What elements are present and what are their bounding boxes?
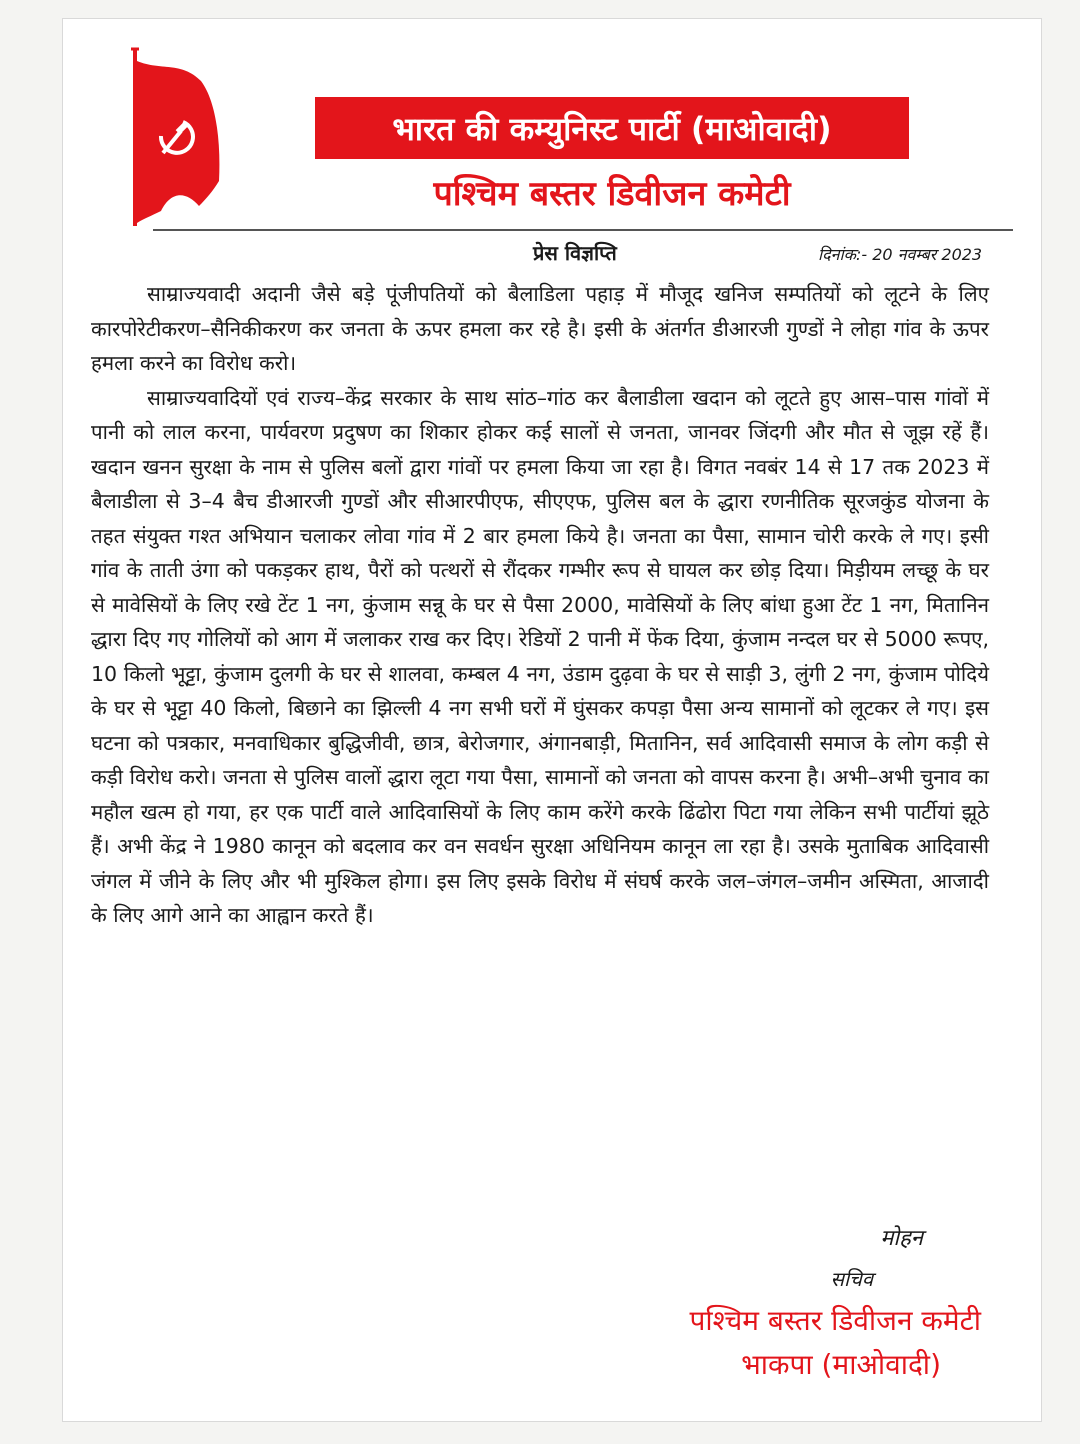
party-title-banner bbox=[315, 97, 909, 159]
signature-block bbox=[581, 1219, 981, 1387]
signatory-role: सचिव bbox=[830, 1267, 873, 1291]
document-body bbox=[91, 277, 989, 933]
press-release-document bbox=[62, 18, 1042, 1422]
red-flag-hammer-sickle-icon bbox=[121, 41, 231, 231]
signatory-committee: पश्चिम बस्तर डिवीजन कमेटी bbox=[689, 1304, 981, 1337]
party-title: भारत की कम्युनिस्ट पार्टी (माओवादी) bbox=[392, 109, 832, 148]
press-release-label: प्रेस विज्ञप्ति bbox=[533, 241, 617, 265]
paragraph-2: साम्राज्यवादियों एवं राज्य–केंद्र सरकार के साथ सांठ–गांठ कर बैलाडीला खदान को लूटते हुए आस–पास गांवों में पानी को लाल करना, पार्यवरण प्रदुषण का शिकार होकर कई सालों से जनता, जानवर जिंदगी और मौत से जूझ रहें हैं। खदान खनन सुरक्षा के नाम से पुलिस बलों द्वारा गांवों पर हमला किया जा रहा है। विगत नवबंर 14 से 17 तक 2023 में बैलाडीला से 3–4 बैच डीआरजी गुण्डों और सीआरपीएफ, सीएएफ, पुलिस बल के द्धारा रणनीतिक सूरजकुंड योजना के तहत संयुक्त गश्त अभियान चलाकर लोवा गांव में 2 बार हमला किये है। जनता का पैसा, सामान चोरी करके ले गए। इसी गांव के ताती उंगा को पकड़कर हाथ, पैरों को पत्थरों से रौंदकर गम्भीर रूप से घायल कर छोड़ दिया। मिड़ीयम लच्छू के घर से मावेसियों के लिए रखे टेंट 1 नग, कुंजाम सन्नू के घर से पैसा 2000, मावेसियों के लिए बांधा हुआ टेंट 1 नग, मितानिन द्धारा दिए गए गोलियों को आग में जलाकर राख कर दिए। रेडियों 2 पानी में फेंक दिया, कुंजाम नन्दल घर से 5000 रूपए, 10 किलो भूट्टा, कुंजाम दुलगी के घर से शालवा, कम्बल 4 नग, उंडाम दुढ़वा के घर से साड़ी 3, लुंगी 2 नग, कुंजाम पोदिये के घर से भूट्टा 40 किलो, बिछाने का झिल्ली 4 नग सभी घरों में घुंसकर कपड़ा पैसा अन्य सामानों को लूटकर ले गए। इस घटना को पत्रकार, मनवाधिकार बुद्धिजीवी, छात्र, बेरोजगार, अंगानबाड़ी, मितानिन, सर्व आदिवासी समाज के लोग कड़ी से कड़ी विरोध करो। जनता से पुलिस वालों द्धारा लूटा गया पैसा, सामानों को जनता को वापस करना है। अभी–अभी चुनाव का महौल खत्म हो गया, हर एक पार्टी वाले आदिवासियों के लिए काम करेंगे करके ढिंढोरा पिटा गया लेकिन सभी पार्टीयां झूठे हैं। अभी केंद्र ने 1980 कानून को बदलाव कर वन सवर्धन सुरक्षा अधिनियम कानून ला रहा है। उसके मुताबिक आदिवासी जंगल में जीने के लिए और भी मुश्किल होगा। इस लिए इसके विरोध में संघर्ष करके जल–जंगल–जमीन अस्मिता, आजादी के लिए आगे आने का आह्वान करते हैं। bbox=[91, 385, 990, 927]
release-date: दिनांक:- 20 नवम्बर 2023 bbox=[818, 245, 983, 264]
header-divider bbox=[153, 229, 1013, 231]
paragraph-1: साम्राज्यवादी अदानी जैसे बड़े पूंजीपतियों को बैलाडिला पहाड़ में मौजूद खनिज सम्पतियों को लूटने के लिए कारपोरेटीकरण–सैनिकीकरण कर जनता के ऊपर हमला कर रहे है। इसी के अंतर्गत डीआरजी गुण्डों ने लोहा गांव के ऊपर हमला करने का विरोध करो। bbox=[91, 282, 989, 375]
signatory-party: भाकपा (माओवादी) bbox=[741, 1348, 941, 1381]
committee-title: पश्चिम बस्तर डिवीजन कमेटी bbox=[433, 174, 791, 214]
signatory-name: मोहन bbox=[880, 1226, 923, 1251]
